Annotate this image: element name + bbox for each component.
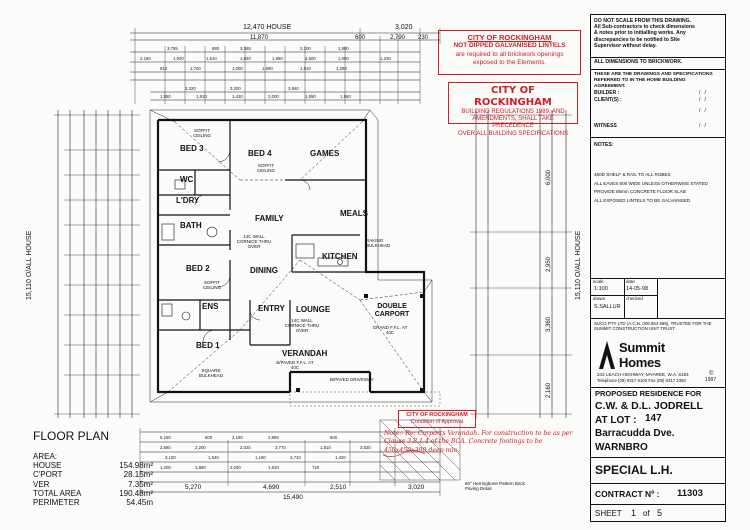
lintels-stamp [438,30,581,75]
lot-number: 147 [645,413,662,424]
builder-label: BUILDER : [594,90,620,96]
scale-notice-line: discrepancies to be notified to Site [594,36,680,43]
area-value: 28.15m² [123,470,153,480]
room-bed4: BED 4 [248,149,272,158]
room-bed3: BED 3 [180,144,204,153]
right-dim-2: 2,950 [546,256,552,272]
svg-text:1,500: 1,500 [173,56,184,61]
note-verandah-ffl: B/PAVED F.F.L. AT 40C [276,360,314,370]
svg-text:3,755: 3,755 [167,46,178,51]
svg-text:600: 600 [330,435,338,440]
svg-text:1,860: 1,860 [195,465,206,470]
room-bed1: BED 1 [196,341,220,350]
svg-text:3,320: 3,320 [185,86,196,91]
note-cornice-family: 14C WALL CORNICE THRU OVER [236,234,272,249]
divider [591,278,725,279]
floor-plan-title: FLOOR PLAN [33,429,110,443]
witness-date-slashes: / / [699,123,706,129]
agreement-text [594,72,722,89]
svg-text:1,850: 1,850 [272,56,283,61]
svg-text:1,430: 1,430 [232,94,243,99]
room-lounge: LOUNGE [296,305,331,314]
svg-text:1,550: 1,550 [305,94,316,99]
regs-stamp [448,82,578,137]
lintels-stamp-line2: are required to all brickwork openings [455,50,564,58]
notes-list [594,171,724,206]
date-label: date [626,279,635,284]
note-item: ALL EXPOSED LINTELS TO BE GALVANISED [594,198,691,204]
area-row-perimeter [33,498,153,507]
svg-text:1,420: 1,420 [335,455,346,460]
room-meals: MEALS [340,209,368,218]
sheet-of: of [643,509,650,518]
company-phone: Telephone (09) 9317 6100 Fax (09) 9317 2392 [597,378,686,383]
note-item: 450D SHELF & RAIL TO ALL ROBES [594,172,671,177]
lintels-stamp-line1: NOT DIPPED GALVANISED LINTELS [453,42,566,50]
witness-label: WITNESS [594,123,617,129]
area-label: PERIMETER [33,497,80,507]
room-carport: DOUBLE CARPORT [374,303,410,318]
top-house-length: 12,470 HOUSE [243,24,292,31]
svg-text:5,150: 5,150 [160,435,171,440]
company-address: 242 LEACH HIGHWAY, MYAREE, W.A. 6154 [597,372,689,377]
svg-text:3,660: 3,660 [288,86,299,91]
approval-stamp [398,410,476,428]
regs-stamp-line3: OVER ALL BUILDING SPECIFICATIONS [457,130,569,137]
area-table [33,452,153,507]
bottom-dim-4: 3,020 [408,484,425,491]
divider [591,318,725,319]
right-dim-1: 6,000 [546,169,552,185]
clients-label: CLIENT(S) : [594,97,622,103]
note-item: ALL EAVES 600 WIDE UNLESS OTHERWISE STATED [594,180,708,186]
right-house-depth: 15,110 O/ALL HOUSE [575,230,582,300]
room-kitchen: KITCHEN [322,252,358,261]
area-row-verandah [33,480,153,489]
company-name-line1: Summit [619,340,665,355]
svg-text:1,840: 1,840 [240,56,251,61]
bottom-dim-total: 15,490 [283,494,303,501]
top-dim-600: 600 [355,35,366,41]
copyright-symbol: © [709,371,714,377]
svg-text:1,230: 1,230 [380,56,391,61]
summit-logo-icon [599,341,615,369]
svg-text:1,690: 1,690 [262,66,273,71]
svg-text:1,000: 1,000 [232,66,243,71]
area-row-total [33,489,153,498]
notes-heading: NOTES: [594,142,614,148]
area-value: 7.35m² [128,479,153,489]
title-block [590,14,726,522]
brickwork-note: ALL DIMENSIONS TO BRICKWORK. [594,59,683,65]
note-soffit-bed4: SOFFIT CEILING [256,163,275,173]
lot-label: AT LOT : [595,415,637,426]
area-row-carport [33,470,153,479]
divider [591,69,725,70]
sheet-label: SHEET [595,509,622,518]
contract-label: CONTRACT Nº : [595,489,660,499]
scale-notice-line: & notes prior to initialling works. Any [594,30,686,37]
scale-notice-line: All Sub-contractors to check dimensions [594,24,695,31]
svg-text:1,800: 1,800 [338,46,349,51]
drawn-value: S.SALLUR [594,304,621,310]
area-heading: AREA: [33,452,58,461]
note-paving-detail: 60° Herringbone Pattern Brick Paving Detail [465,481,525,491]
room-verandah: VERANDAH [282,349,328,358]
svg-text:3,200: 3,200 [230,86,241,91]
top-dim-2790: 2,790 [390,35,406,41]
top-dim-carport: 3,020 [395,24,413,31]
svg-text:1,810: 1,810 [196,94,207,99]
builder-date-slashes: / / [699,90,706,96]
area-label: HOUSE [33,461,62,471]
divider [591,457,725,458]
top-dim-230: 230 [418,35,429,41]
scale-label: scale [593,279,604,284]
scale-notice-line: Supervisor without delay. [594,42,657,49]
divider [591,387,725,388]
room-entry: ENTRY [258,304,285,313]
svg-text:1,810: 1,810 [300,66,311,71]
note-paved-driveway: B/PAVED DRIVEWAY [330,377,374,382]
svg-text:2,895: 2,895 [268,435,279,440]
svg-text:1,190: 1,190 [255,455,266,460]
room-dining: DINING [250,266,278,275]
svg-text:2,150: 2,150 [232,435,243,440]
note-grand-ffl: GRAND F.F.L. AT 40C [372,325,408,335]
room-bed2: BED 2 [186,264,210,273]
svg-text:880: 880 [212,46,220,51]
note-raking-bulkhead: RAKING BULKHEAD [366,238,391,248]
svg-text:2,000: 2,000 [268,94,279,99]
suburb-name: WARNBRO [595,442,648,453]
clients-date-slashes-2: / / [699,108,706,114]
svg-text:2,560: 2,560 [160,445,171,450]
divider [591,483,725,484]
svg-text:2,200: 2,200 [195,445,206,450]
room-wc: WC [180,175,194,184]
grid-line [657,278,658,318]
divider [591,57,725,58]
trustee-text: SUCO PTY LTD (A.C.N. 006 854 695), TRUSTEE FOR THE SUMMIT CONSTRUCTION UNIT TRUST. [594,321,712,332]
note-square-bulkhead: SQUARE BULKHEAD [198,368,224,378]
lintels-stamp-line3: exposed to the Elements. [472,58,547,66]
room-family: FAMILY [255,214,284,223]
svg-text:3,770: 3,770 [275,445,286,450]
svg-text:2,100: 2,100 [300,46,311,51]
svg-text:2,020: 2,020 [240,445,251,450]
divider [591,504,725,505]
room-games: GAMES [310,149,340,158]
regs-stamp-title: CITY OF ROCKINGHAM [474,85,552,108]
scale-notice [594,18,722,49]
svg-text:1,540: 1,540 [208,455,219,460]
svg-text:2,030: 2,030 [230,465,241,470]
svg-text:2,180: 2,180 [140,56,151,61]
bottom-dim-2: 4,690 [263,484,280,491]
svg-text:1,000: 1,000 [338,56,349,61]
svg-text:3,365: 3,365 [240,46,251,51]
copyright-year: 1997 [705,377,717,383]
svg-text:1,510: 1,510 [206,56,217,61]
handwritten-note: Note:- Re: Carports Verandah. For construction to be as per Clause 3.8.1.4 of the BCA. Concrete footings to be 450x450x300 deep min. [384,430,573,454]
area-label: TOTAL AREA [33,488,82,498]
svg-text:810: 810 [160,66,168,71]
svg-text:3,100: 3,100 [165,455,176,460]
note-item: PROVIDE 85mm CONCRETE FLOOR SLAB [594,189,686,195]
drawn-label: drawn [593,296,606,301]
svg-text:2,500: 2,500 [305,56,316,61]
street-name: Barracudda Dve. [595,428,675,439]
approval-stamp-sub: Condition of Approval [410,418,464,425]
area-value: 154.98m² [119,461,153,471]
date-value: 14-05-98 [626,286,649,292]
agreement-line: REFERRED TO IN THE HOME BUILDING [594,77,686,83]
contract-number: 11303 [677,488,703,499]
svg-text:1,810: 1,810 [268,465,279,470]
bottom-dim-3: 2,510 [330,484,347,491]
regs-stamp-line2: AMENDMENTS, SHALL TAKE PRECEDENCE [472,116,554,130]
client-name: C.W. & D.L. JODRELL [595,400,703,412]
svg-text:3,530: 3,530 [360,445,371,450]
svg-text:1,200: 1,200 [160,465,171,470]
svg-text:1,700: 1,700 [190,66,201,71]
approval-stamp-title: CITY OF ROCKINGHAM [406,412,468,418]
top-dim-house: 11,870 [250,35,268,41]
svg-text:1,550: 1,550 [160,94,171,99]
svg-text:720: 720 [312,465,320,470]
agreement-line: THESE ARE THE DRAWINGS AND SPECIFICATIONS [594,72,713,77]
svg-text:1,290: 1,290 [336,66,347,71]
room-ldry: L'DRY [176,196,200,205]
area-value: 190.48m² [119,488,153,498]
room-bath: BATH [180,221,202,230]
sheet-total: 5 [657,508,663,518]
company-name-line2: Homes [619,355,661,370]
note-soffit-bed3: SOFFIT CEILING [192,128,211,138]
room-ens: ENS [202,302,219,311]
svg-text:1,550: 1,550 [340,94,351,99]
right-dim-4: 2,160 [546,382,552,398]
regs-stamp-line1: BUILDING REGULATIONS 1989, AND [461,109,565,115]
divider [591,137,725,138]
grid-line [624,278,625,318]
design-name: SPECIAL L.H. [595,463,673,477]
note-cornice-lounge: 14C WALL CORNICE THRU OVER [284,318,320,333]
area-label: C'PORT [33,470,63,480]
left-house-depth: 15,110 O/ALL HOUSE [26,230,33,300]
svg-text:3,710: 3,710 [290,455,301,460]
svg-text:1,810: 1,810 [320,445,331,450]
proposed-label: PROPOSED RESIDENCE FOR [595,389,702,398]
sheet-number: 1 [631,508,637,518]
clients-date-slashes: / / [699,97,706,103]
checked-label: checked [626,296,643,301]
bottom-dim-1: 5,270 [185,484,202,491]
svg-text:600: 600 [205,435,213,440]
lintels-stamp-title: CITY OF ROCKINGHAM [467,33,552,42]
area-row-house [33,461,153,470]
scale-value: 1:100 [594,286,608,292]
area-label: VER [33,479,50,489]
agreement-line: AGREEMENT. [594,83,626,89]
scale-notice-line: DO NOT SCALE FROM THIS DRAWING. [594,18,692,24]
area-value: 54.45m [126,497,153,507]
right-dim-3: 3,360 [546,316,552,332]
note-soffit-bed2: SOFFIT CEILING [202,280,221,290]
